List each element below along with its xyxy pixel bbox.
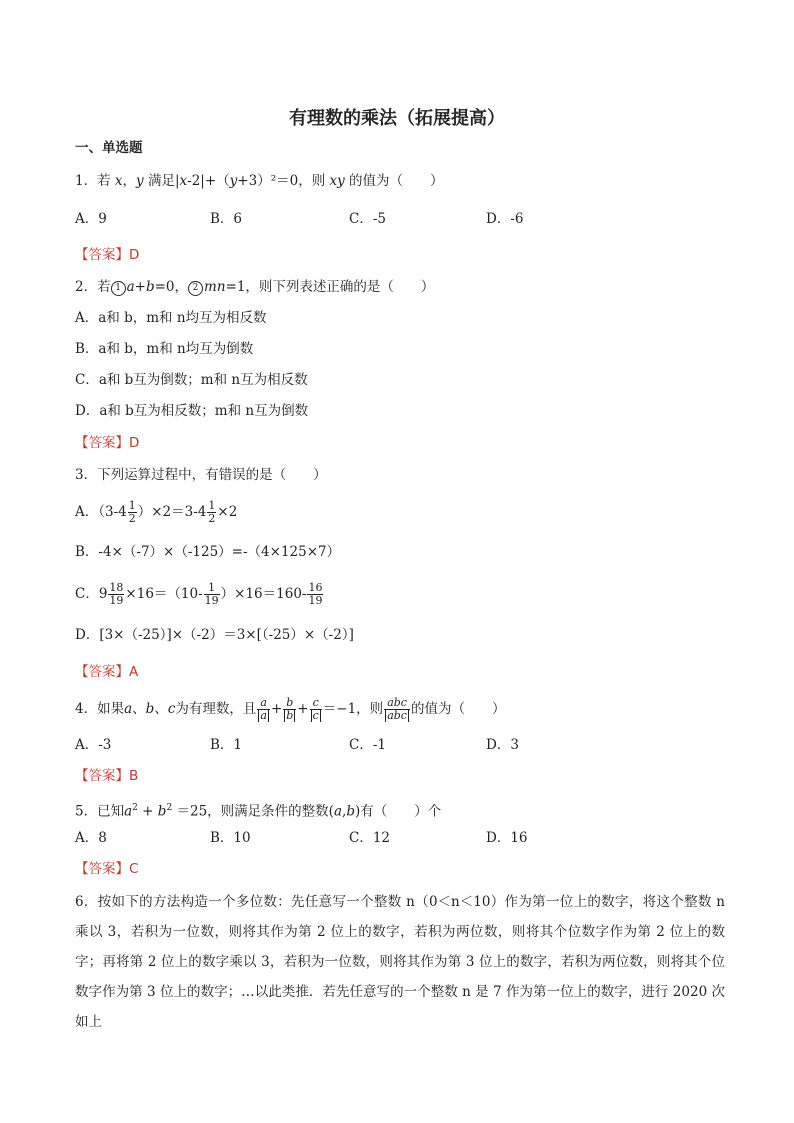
question-1-stem: 1．若 x，y 满足|x-2|+（y+3）²＝0，则 xy 的值为（ ） [75,173,444,189]
option-d: D．3 [486,737,519,753]
question-3-option-c: C．9 $\frac{18}{19}$ ×16＝（10- $\frac{1}{19}$ ）×16＝160- $\frac{16}{19}$ [75,581,323,607]
option-a: A．9 [75,211,107,227]
question-2-option-a: A．a和 b，m和 n均互为相反数 [75,310,267,326]
question-5-stem: 5．已知$a^2 + b^2 =25$，则满足条件的整数(a,b)有（ ）个 [75,803,442,820]
question-2-answer: 【答案】D [75,435,140,451]
question-2-stem: 2．若 1 a+b=0， 2 mn=1，则下列表述正确的是（ ） [75,279,435,295]
circled-number-2: 2 [188,281,203,296]
question-3-option-d: D．[3×（-25）]×（-2）＝3×[（-25）×（-2）] [75,627,354,643]
option-b: B．6 [210,211,243,227]
question-4-stem: 4．如果a、b、c为有理数，且 $\frac{a}{a}$ + $\frac{b}{b}$ + $\frac{c}{c}$ ＝−1，则 $\frac{\text{abc}}{\text{abc}}$ 的值为（ ） [75,696,506,722]
option-c: C．-5 [349,211,386,227]
question-2-option-b: B．a和 b，m和 n均互为倒数 [75,341,254,357]
question-3-option-b: B．-4×（-7）×（-125）=-（4×125×7） [75,544,341,560]
circled-number-1: 1 [111,281,126,296]
question-6-stem: 6．按如下的方法构造一个多位数：先任意写一个整数 n（0＜n＜10）作为第一位上的数字，将这个整数 n 乘以 3，若积为一位数，则将其作为第 2 位上的数字，若积为两位数，则将其个位数字作为第 2 位上的数字；再将第 2 位上的数字乘以 3，若积为一位数，则将其作为第 3 位上的数字，若积为两位数，则将其个位数字作为第 3 位上的数字；…以此类推．若先任意写的一个整数 n 是 7 作为第一位上的数字，进行 2020 次如上 [75,894,725,1030]
question-2-option-c: C．a和 b互为倒数；m和 n互为相反数 [75,372,308,388]
option-b: B．1 [210,737,243,753]
option-d: D．16 [486,830,528,846]
question-2-option-d: D．a和 b互为相反数；m和 n互为倒数 [75,403,309,419]
option-c: C．-1 [349,737,386,753]
option-a: A．-3 [75,737,112,753]
section-heading: 一、单选题 [75,140,143,156]
option-b: B．10 [210,830,251,846]
option-c: C．12 [349,830,391,846]
question-4-answer: 【答案】B [75,768,139,784]
question-5-answer: 【答案】C [75,861,139,877]
page-title: 有理数的乘法（拓展提高） [289,108,505,129]
option-a: A．8 [75,830,107,846]
question-3-answer: 【答案】A [75,664,139,680]
question-3-option-a: A．（3-4 $\frac{1}{2}$ ）×2＝3-4 $\frac{1}{2}$ ×2 [75,499,238,525]
option-d: D．-6 [486,211,524,227]
question-1-answer: 【答案】D [75,247,140,263]
question-3-stem: 3．下列运算过程中，有错误的是（ ） [75,467,327,483]
